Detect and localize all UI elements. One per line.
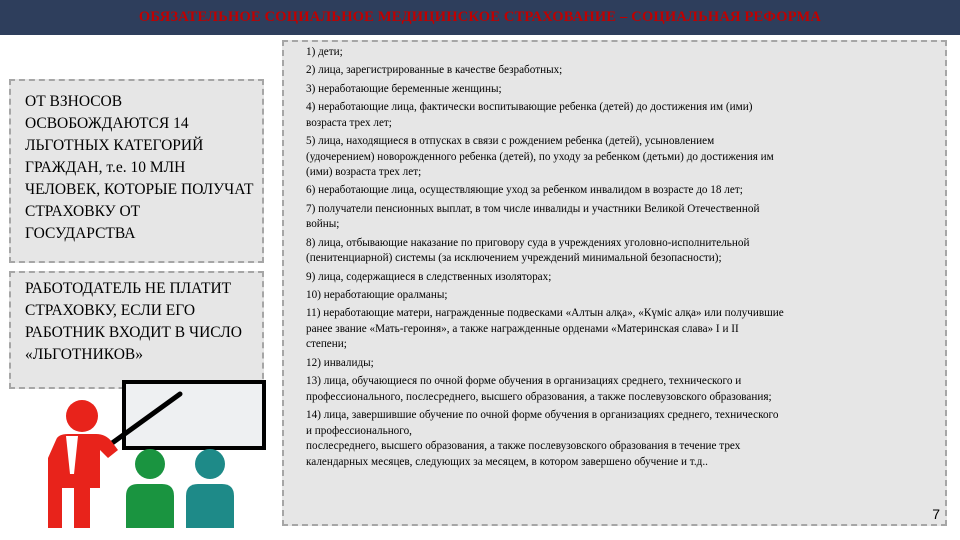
categories-list-box bbox=[282, 40, 947, 526]
slide-title: ОБЯЗАТЕЛЬНОЕ СОЦИАЛЬНОЕ МЕДИЦИНСКОЕ СТРАХОВАНИЕ – СОЦИАЛЬНАЯ РЕФОРМА bbox=[138, 9, 822, 25]
page-number: 7 bbox=[932, 506, 940, 522]
list-item: 8) лица, отбывающие наказание по приговору суда в учреждениях уголовно-исполнительной (пенитенциарной) системы (за исключением учреждений минимальной безопасности); bbox=[306, 236, 750, 265]
teacher-students-illustration bbox=[38, 378, 268, 528]
list-item: 11) неработающие матери, награжденные подвесками «Алтын алқа», «Күміс алқа» или получившие ранее звание «Мать-героиня», а также награжденные орденами «Материнская слава» I и II степени; bbox=[306, 307, 784, 351]
board-icon bbox=[124, 382, 264, 448]
student-green-icon bbox=[126, 449, 174, 528]
list-item: 9) лица, содержащиеся в следственных изоляторах; bbox=[306, 270, 552, 283]
teacher-icon bbox=[48, 400, 118, 528]
list-item: 12) инвалиды; bbox=[306, 356, 374, 369]
title-bar bbox=[0, 0, 960, 35]
list-item: 10) неработающие оралманы; bbox=[306, 289, 448, 302]
list-item: 13) лица, обучающиеся по очной форме обучения в организациях среднего, технического и профессионального, послесреднего, высшего образования, а также послевузовского образования; bbox=[306, 375, 772, 403]
list-item: 7) получатели пенсионных выплат, в том числе инвалиды и участники Великой Отечественной войны; bbox=[306, 202, 760, 231]
list-item: 1) дети; bbox=[306, 46, 343, 58]
employer-note-text: РАБОТОДАТЕЛЬ НЕ ПЛАТИТ СТРАХОВКУ, ЕСЛИ ЕГО РАБОТНИК ВХОДИТ В ЧИСЛО «ЛЬГОТНИКОВ» bbox=[25, 280, 242, 363]
list-item: 4) неработающие лица, фактически воспитывающие ребенка (детей) до достижения им (ими) возраста трех лет; bbox=[306, 101, 753, 129]
list-item: 6) неработающие лица, осуществляющие уход за ребенком инвалидом в возрасте до 18 лет; bbox=[306, 184, 743, 197]
exempt-categories-text: ОТ ВЗНОСОВ ОСВОБОЖДАЮТСЯ 14 ЛЬГОТНЫХ КАТЕГОРИЙ ГРАЖДАН, т.е. 10 МЛН ЧЕЛОВЕК, КОТОРЫЕ ПОЛУЧАТ СТРАХОВКУ ОТ ГОСУДАРСТВА bbox=[25, 93, 254, 242]
list-item: 14) лица, завершившие обучение по очной форме обучения в организациях среднего, технического и профессионального, послесреднего, высшего образования, а также послевузовского образования в течение трех календарных месяцев, следующих за месяцем, в котором завершено обучение и т.д.. bbox=[306, 409, 779, 468]
list-item: 2) лица, зарегистрированные в качестве безработных; bbox=[306, 64, 563, 77]
list-item: 3) неработающие беременные женщины; bbox=[306, 82, 502, 95]
employer-note-box bbox=[9, 271, 264, 389]
categories-list bbox=[306, 45, 935, 470]
list-item: 5) лица, находящиеся в отпусках в связи с рождением ребенка (детей), усыновлением (удочерением) новорожденного ребенка (детей), по уходу за ребенком (детьми) до достижения им (ими) возраста трех лет; bbox=[306, 135, 774, 179]
student-teal-icon bbox=[186, 449, 234, 528]
exempt-categories-box bbox=[9, 79, 264, 263]
